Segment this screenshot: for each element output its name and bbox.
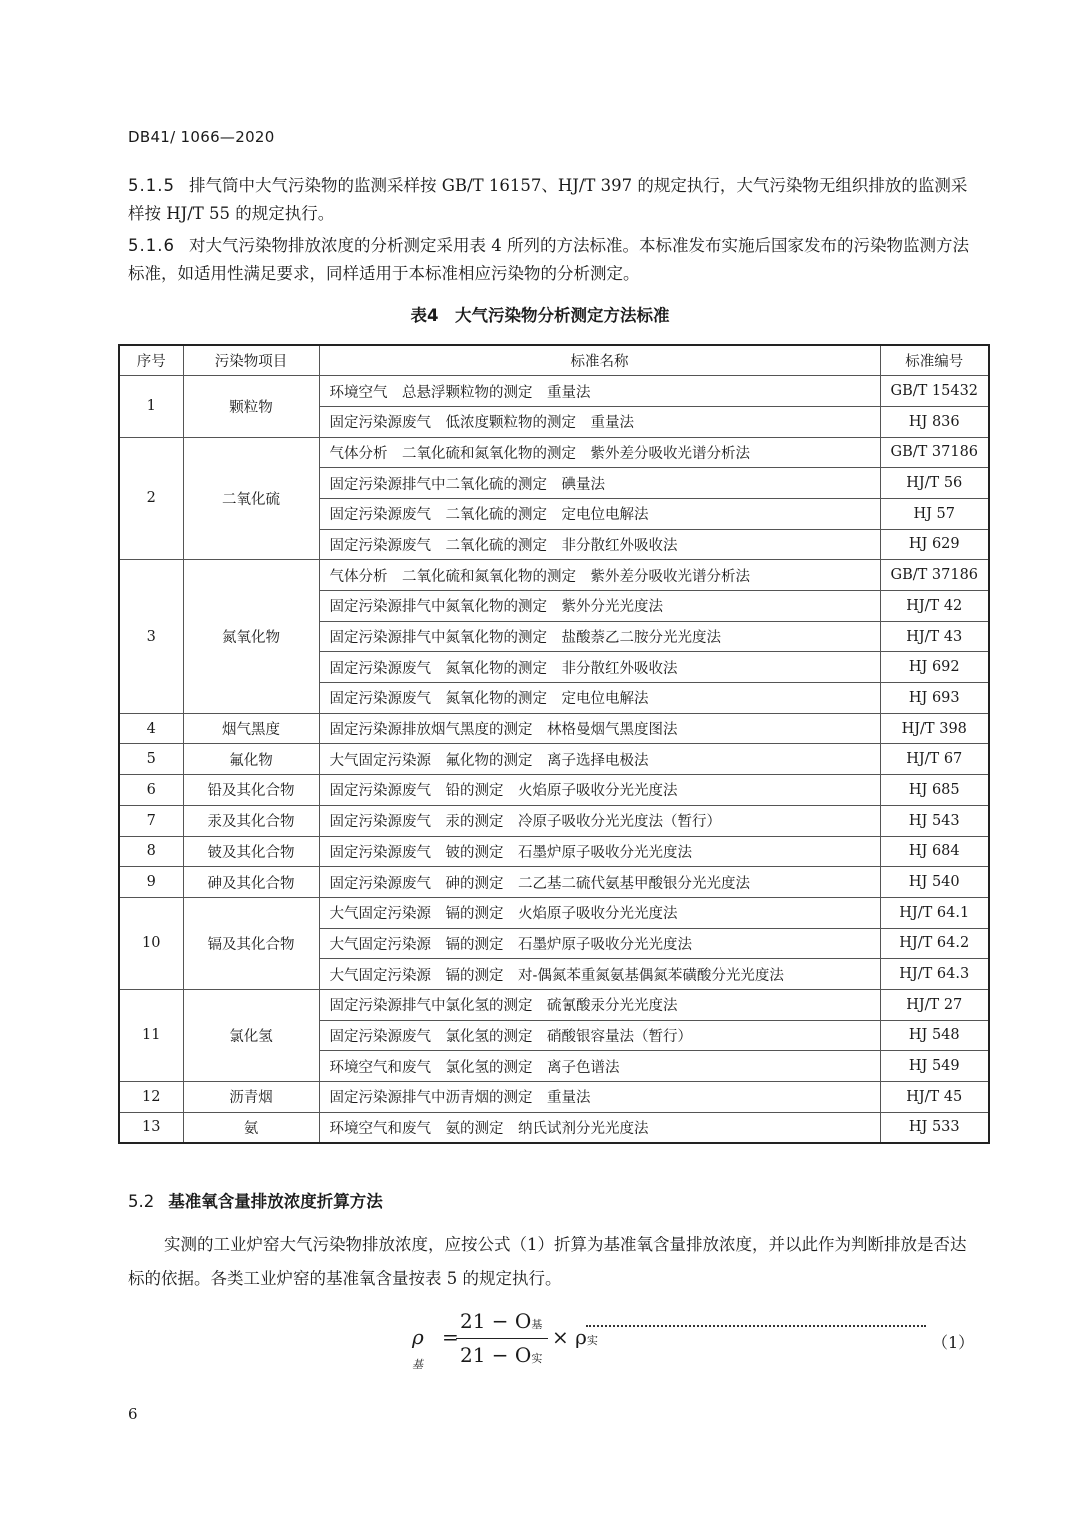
cell-pollutant-item: 氟化物 — [183, 744, 319, 775]
clause-text: 排气筒中大气污染物的监测采样按 GB/T 16157、HJ/T 397 的规定执行，大气污染物无组织排放的监测采样按 HJ/T 55 的规定执行。 — [128, 176, 968, 223]
cell-no: 12 — [119, 1082, 183, 1113]
cell-pollutant-item: 镉及其化合物 — [183, 897, 319, 989]
cell-pollutant-item: 颗粒物 — [183, 376, 319, 437]
cell-standard-code: HJ 684 — [880, 836, 989, 867]
table-row — [119, 437, 989, 468]
cell-standard-name: 固定污染源废气 铅的测定 火焰原子吸收分光光度法 — [319, 775, 880, 806]
cell-standard-code: HJ 629 — [880, 529, 989, 560]
cell-standard-code: HJ/T 398 — [880, 713, 989, 744]
section-5-2-text: 实测的工业炉窑大气污染物排放浓度，应按公式（1）折算为基准氧含量排放浓度，并以此作为判断排放是否达标的依据。各类工业炉窑的基准氧含量按表 5 的规定执行。 — [128, 1235, 967, 1288]
cell-standard-code: GB/T 37186 — [880, 437, 989, 468]
cell-pollutant-item: 沥青烟 — [183, 1082, 319, 1113]
cell-no: 2 — [119, 437, 183, 560]
table-row — [119, 805, 989, 836]
paragraph-5-1-5 — [128, 172, 978, 228]
cell-standard-name: 环境空气 总悬浮颗粒物的测定 重量法 — [319, 376, 880, 407]
cell-standard-code: HJ/T 67 — [880, 744, 989, 775]
table-caption: 表4 大气污染物分析测定方法标准 — [410, 306, 670, 325]
table-body — [119, 376, 989, 1143]
cell-standard-code: HJ/T 27 — [880, 989, 989, 1020]
cell-standard-name: 固定污染源排放烟气黑度的测定 林格曼烟气黑度图法 — [319, 713, 880, 744]
methods-table — [118, 344, 990, 1144]
cell-no: 1 — [119, 376, 183, 437]
table-row — [119, 867, 989, 898]
table-header-row — [119, 345, 989, 376]
cell-standard-code: HJ 685 — [880, 775, 989, 806]
cell-pollutant-item: 氨 — [183, 1112, 319, 1143]
cell-standard-code: GB/T 15432 — [880, 376, 989, 407]
document-header: DB41/ 1066—2020 — [128, 128, 275, 146]
cell-standard-name: 固定污染源废气 二氧化硫的测定 非分散红外吸收法 — [319, 529, 880, 560]
clause-text: 对大气污染物排放浓度的分析测定采用表 4 所列的方法标准。本标准发布实施后国家发布的污染物监测方法标准，如适用性满足要求，同样适用于本标准相应污染物的分析测定。 — [128, 236, 969, 283]
cell-standard-code: HJ/T 64.2 — [880, 928, 989, 959]
cell-standard-code: HJ/T 42 — [880, 591, 989, 622]
table-row — [119, 560, 989, 591]
cell-standard-name: 气体分析 二氧化硫和氮氧化物的测定 紫外差分吸收光谱分析法 — [319, 560, 880, 591]
cell-standard-name: 大气固定污染源 镉的测定 对-偶氮苯重氮氨基偶氮苯磺酸分光光度法 — [319, 959, 880, 990]
cell-standard-name: 大气固定污染源 氟化物的测定 离子选择电极法 — [319, 744, 880, 775]
cell-standard-code: HJ 836 — [880, 406, 989, 437]
cell-standard-name: 固定污染源废气 氮氧化物的测定 非分散红外吸收法 — [319, 652, 880, 683]
cell-standard-code: HJ/T 56 — [880, 468, 989, 499]
cell-no: 8 — [119, 836, 183, 867]
header-no: 序号 — [119, 345, 183, 376]
cell-standard-name: 大气固定污染源 镉的测定 石墨炉原子吸收分光光度法 — [319, 928, 880, 959]
fraction-bar — [456, 1338, 548, 1339]
cell-pollutant-item: 铅及其化合物 — [183, 775, 319, 806]
cell-pollutant-item: 二氧化硫 — [183, 437, 319, 560]
table-row — [119, 1082, 989, 1113]
cell-pollutant-item: 汞及其化合物 — [183, 805, 319, 836]
cell-no: 10 — [119, 897, 183, 989]
cell-standard-name: 固定污染源废气 汞的测定 冷原子吸收分光光度法（暂行） — [319, 805, 880, 836]
cell-standard-code: HJ/T 64.1 — [880, 897, 989, 928]
cell-pollutant-item: 氯化氢 — [183, 989, 319, 1081]
cell-standard-code: HJ/T 45 — [880, 1082, 989, 1113]
cell-pollutant-item: 铍及其化合物 — [183, 836, 319, 867]
cell-standard-code: HJ 57 — [880, 498, 989, 529]
cell-no: 11 — [119, 989, 183, 1081]
cell-standard-name: 固定污染源排气中氯化氢的测定 硫氰酸汞分光光度法 — [319, 989, 880, 1020]
cell-no: 9 — [119, 867, 183, 898]
cell-standard-name: 固定污染源排气中二氧化硫的测定 碘量法 — [319, 468, 880, 499]
cell-no: 5 — [119, 744, 183, 775]
cell-standard-code: HJ 540 — [880, 867, 989, 898]
cell-standard-code: HJ/T 43 — [880, 621, 989, 652]
clause-number: 5.1.6 — [128, 236, 175, 255]
table-row — [119, 989, 989, 1020]
table-row — [119, 836, 989, 867]
table-row — [119, 713, 989, 744]
cell-no: 3 — [119, 560, 183, 713]
formula-equals: = — [442, 1325, 459, 1349]
header-standard-name: 标准名称 — [319, 345, 880, 376]
cell-standard-code: HJ 548 — [880, 1020, 989, 1051]
cell-standard-name: 环境空气和废气 氯化氢的测定 离子色谱法 — [319, 1051, 880, 1082]
cell-no: 7 — [119, 805, 183, 836]
cell-standard-name: 固定污染源废气 二氧化硫的测定 定电位电解法 — [319, 498, 880, 529]
cell-standard-name: 固定污染源废气 氯化氢的测定 硝酸银容量法（暂行） — [319, 1020, 880, 1051]
formula-leader-dots — [586, 1325, 926, 1327]
cell-pollutant-item: 砷及其化合物 — [183, 867, 319, 898]
section-5-2-heading — [128, 1188, 383, 1212]
cell-standard-code: GB/T 37186 — [880, 560, 989, 591]
cell-standard-name: 固定污染源废气 氮氧化物的测定 定电位电解法 — [319, 683, 880, 714]
cell-standard-name: 固定污染源排气中沥青烟的测定 重量法 — [319, 1082, 880, 1113]
cell-no: 6 — [119, 775, 183, 806]
equation-number: （1） — [932, 1333, 975, 1352]
cell-standard-name: 固定污染源废气 铍的测定 石墨炉原子吸收分光光度法 — [319, 836, 880, 867]
cell-standard-code: HJ 533 — [880, 1112, 989, 1143]
table-row — [119, 376, 989, 407]
formula-rhs: × ρ实 — [552, 1325, 598, 1349]
formula-numerator: 21 − O基 — [460, 1309, 543, 1333]
cell-standard-code: HJ 692 — [880, 652, 989, 683]
cell-standard-name: 固定污染源废气 砷的测定 二乙基二硫代氨基甲酸银分光光度法 — [319, 867, 880, 898]
cell-pollutant-item: 烟气黑度 — [183, 713, 319, 744]
cell-standard-name: 固定污染源排气中氮氧化物的测定 盐酸萘乙二胺分光光度法 — [319, 621, 880, 652]
header-standard-code: 标准编号 — [880, 345, 989, 376]
table-row — [119, 897, 989, 928]
formula-denominator: 21 − O实 — [460, 1343, 543, 1367]
section-number: 5.2 — [128, 1192, 155, 1211]
table-row — [119, 775, 989, 806]
cell-standard-name: 大气固定污染源 镉的测定 火焰原子吸收分光光度法 — [319, 897, 880, 928]
cell-standard-name: 气体分析 二氧化硫和氮氧化物的测定 紫外差分吸收光谱分析法 — [319, 437, 880, 468]
cell-standard-code: HJ 549 — [880, 1051, 989, 1082]
table-row — [119, 1112, 989, 1143]
cell-standard-name: 环境空气和废气 氨的测定 纳氏试剂分光光度法 — [319, 1112, 880, 1143]
cell-standard-code: HJ 693 — [880, 683, 989, 714]
cell-pollutant-item: 氮氧化物 — [183, 560, 319, 713]
table-row — [119, 744, 989, 775]
cell-no: 13 — [119, 1112, 183, 1143]
cell-standard-name: 固定污染源废气 低浓度颗粒物的测定 重量法 — [319, 406, 880, 437]
page-number: 6 — [128, 1405, 138, 1423]
cell-standard-code: HJ 543 — [880, 805, 989, 836]
cell-standard-code: HJ/T 64.3 — [880, 959, 989, 990]
header-item: 污染物项目 — [183, 345, 319, 376]
clause-number: 5.1.5 — [128, 176, 175, 195]
formula-lhs: ρ基 — [412, 1325, 424, 1371]
cell-standard-name: 固定污染源排气中氮氧化物的测定 紫外分光光度法 — [319, 591, 880, 622]
cell-no: 4 — [119, 713, 183, 744]
paragraph-5-1-6 — [128, 232, 978, 288]
section-title: 基准氧含量排放浓度折算方法 — [168, 1192, 383, 1211]
